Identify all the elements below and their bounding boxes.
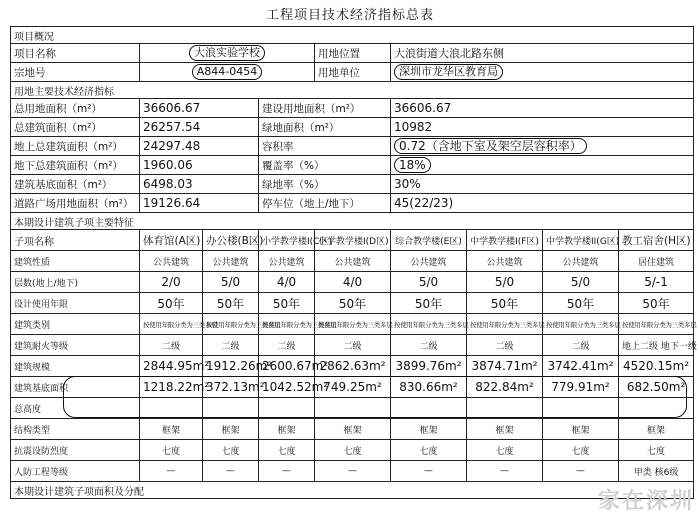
building-scale: 3874.71m² [467, 356, 543, 377]
building-scale: 2844.95m² [140, 356, 203, 377]
building-structure: 框架 [543, 419, 619, 440]
indicator-value: 45(22/23) [391, 194, 694, 213]
building-height [259, 398, 315, 419]
row-label: 建筑耐火等级 [11, 335, 140, 356]
site-location: 大浪街道大浪北路东侧 [391, 44, 694, 63]
indicator-label: 总建筑面积（m²） [11, 118, 140, 137]
building-life: 50年 [315, 293, 391, 314]
building-fire-rating: 二级 [203, 335, 259, 356]
indicator-value: 30% [391, 175, 694, 194]
building-base-area: 1042.52m² [259, 377, 315, 398]
row-label: 建筑性质 [11, 251, 140, 272]
row-label: 抗震设防烈度 [11, 440, 140, 461]
building-floors: 5/0 [391, 272, 467, 293]
building-height [140, 398, 203, 419]
indicator-value: 36606.67 [140, 99, 259, 118]
indicator-value: 0.72（含地下室及架空层容积率） [394, 138, 587, 154]
building-name: 小学教学楼I(D区) [315, 230, 391, 251]
building-name: 办公楼(B区) [203, 230, 259, 251]
building-category: 按使用年限分类为三类多层 [315, 314, 391, 335]
row-label: 人防工程等级 [11, 461, 140, 482]
building-structure: 框架 [140, 419, 203, 440]
building-seismic: 七度 [619, 440, 694, 461]
building-structure: 框架 [315, 419, 391, 440]
building-nature: 公共建筑 [259, 251, 315, 272]
building-base-area: 372.13m² [203, 377, 259, 398]
indicator-label: 地下总建筑面积（m²） [11, 156, 140, 175]
row-label: 层数(地上/地下) [11, 272, 140, 293]
building-nature: 公共建筑 [315, 251, 391, 272]
indicator-table [10, 26, 697, 499]
building-fire-rating: 地上二级 地下一级 [619, 335, 694, 356]
section-indicators: 用地主要技术经济指标 [11, 82, 694, 99]
building-base-area: 830.66m² [391, 377, 467, 398]
indicator-value: 36606.67 [391, 99, 694, 118]
project-name: 大浪实验学校 [189, 45, 265, 61]
row-label: 建筑类别 [11, 314, 140, 335]
building-nature: 公共建筑 [543, 251, 619, 272]
building-category: 按使用年限分类为三类多层 [619, 314, 694, 335]
row-label: 总高度 [11, 398, 140, 419]
indicator-value: 24297.48 [140, 137, 259, 156]
building-floors: 2/0 [140, 272, 203, 293]
building-life: 50年 [619, 293, 694, 314]
row-label: 设计使用年限 [11, 293, 140, 314]
indicator-label: 容积率 [259, 137, 391, 156]
indicator-value: 18% [394, 157, 431, 173]
building-floors: 5/-1 [619, 272, 694, 293]
lot-no-label: 宗地号 [11, 63, 140, 82]
building-category: 按使用年限分类为三类多层 [543, 314, 619, 335]
building-fire-rating: 二级 [467, 335, 543, 356]
building-nature: 公共建筑 [467, 251, 543, 272]
building-structure: 框架 [619, 419, 694, 440]
building-seismic: 七度 [315, 440, 391, 461]
building-structure: 框架 [203, 419, 259, 440]
building-civil-defense: — [543, 461, 619, 482]
indicator-label: 道路广场用地面积（m²） [11, 194, 140, 213]
building-scale: 1912.26m² [203, 356, 259, 377]
building-civil-defense: — [203, 461, 259, 482]
lot-no: A844-0454 [192, 64, 262, 80]
building-seismic: 七度 [259, 440, 315, 461]
building-civil-defense: 甲类 核6级 [619, 461, 694, 482]
indicator-label: 建筑基底面积（m²） [11, 175, 140, 194]
building-fire-rating: 二级 [315, 335, 391, 356]
building-category: 按使用年限分类为三类多层 [203, 314, 259, 335]
building-life: 50年 [391, 293, 467, 314]
indicator-value: 10982 [391, 118, 694, 137]
building-floors: 4/0 [259, 272, 315, 293]
building-height [203, 398, 259, 419]
building-seismic: 七度 [203, 440, 259, 461]
building-name: 教工宿舍(H区) [619, 230, 694, 251]
indicator-label: 绿地率（%） [259, 175, 391, 194]
building-life: 50年 [543, 293, 619, 314]
building-structure: 框架 [467, 419, 543, 440]
building-floors: 5/0 [467, 272, 543, 293]
building-name: 中学教学楼I(F区) [467, 230, 543, 251]
section-buildings: 本期设计建筑子项主要特征 [11, 213, 694, 230]
building-life: 50年 [203, 293, 259, 314]
indicator-label: 停车位（地上/地下） [259, 194, 391, 213]
building-category: 按使用年限分类为三类多层 [467, 314, 543, 335]
section-overview: 项目概况 [11, 27, 694, 44]
row-label: 建筑基底面积 [11, 377, 140, 398]
building-civil-defense: — [467, 461, 543, 482]
building-scale: 2862.63m² [315, 356, 391, 377]
building-civil-defense: — [391, 461, 467, 482]
building-floors: 4/0 [315, 272, 391, 293]
building-seismic: 七度 [467, 440, 543, 461]
building-fire-rating: 二级 [543, 335, 619, 356]
building-nature: 公共建筑 [203, 251, 259, 272]
building-floors: 5/0 [203, 272, 259, 293]
building-name: 体育馆(A区) [140, 230, 203, 251]
building-structure: 框架 [391, 419, 467, 440]
indicator-label: 绿地面积（m²） [259, 118, 391, 137]
building-base-area: 682.50m² [619, 377, 694, 398]
site-location-label: 用地位置 [315, 44, 391, 63]
building-name: 小学教学楼I(C区) [259, 230, 315, 251]
indicator-label: 总用地面积（m²） [11, 99, 140, 118]
building-fire-rating: 二级 [391, 335, 467, 356]
building-height [619, 398, 694, 419]
project-name-label: 项目名称 [11, 44, 140, 63]
building-fire-rating: 二级 [259, 335, 315, 356]
row-label: 结构类型 [11, 419, 140, 440]
indicator-label: 覆盖率（%） [259, 156, 391, 175]
row-label: 子项名称 [11, 230, 140, 251]
building-name: 中学教学楼II(G区) [543, 230, 619, 251]
building-life: 50年 [140, 293, 203, 314]
building-life: 50年 [467, 293, 543, 314]
row-label: 建筑规模 [11, 356, 140, 377]
building-nature: 公共建筑 [391, 251, 467, 272]
building-base-area: 822.84m² [467, 377, 543, 398]
building-scale: 2600.67m² [259, 356, 315, 377]
section-footer: 本期设计建筑子项面积及分配 [11, 482, 694, 499]
page-title: 工程项目技术经济指标总表 [265, 8, 434, 23]
building-fire-rating: 二级 [140, 335, 203, 356]
indicator-label: 建设用地面积（m²） [259, 99, 391, 118]
building-seismic: 七度 [391, 440, 467, 461]
building-category: 按使用年限分类为三类多层 [259, 314, 315, 335]
building-category: 按使用年限分类为三类多层 [140, 314, 203, 335]
building-scale: 3899.76m² [391, 356, 467, 377]
building-height [315, 398, 391, 419]
watermark: 家在深圳 [597, 489, 694, 514]
building-seismic: 七度 [140, 440, 203, 461]
building-scale: 3742.41m² [543, 356, 619, 377]
building-scale: 4520.15m² [619, 356, 694, 377]
indicator-value: 19126.64 [140, 194, 259, 213]
building-civil-defense: — [259, 461, 315, 482]
indicator-value: 26257.54 [140, 118, 259, 137]
site-unit: 深圳市龙华区教育局 [394, 64, 503, 80]
building-base-area: 1218.22m² [140, 377, 203, 398]
indicator-label: 地上总建筑面积（m²） [11, 137, 140, 156]
building-floors: 5/0 [543, 272, 619, 293]
building-civil-defense: — [315, 461, 391, 482]
building-nature: 公共建筑 [140, 251, 203, 272]
building-base-area: 749.25m² [315, 377, 391, 398]
building-life: 50年 [259, 293, 315, 314]
building-height [391, 398, 467, 419]
building-civil-defense: — [140, 461, 203, 482]
indicator-value: 1960.06 [140, 156, 259, 175]
indicator-value: 6498.03 [140, 175, 259, 194]
building-nature: 居住建筑 [619, 251, 694, 272]
building-structure: 框架 [259, 419, 315, 440]
building-base-area: 779.91m² [543, 377, 619, 398]
building-seismic: 七度 [543, 440, 619, 461]
building-height [467, 398, 543, 419]
building-category: 按使用年限分类为三类多层 [391, 314, 467, 335]
building-name: 综合教学楼(E区) [391, 230, 467, 251]
site-unit-label: 用地单位 [315, 63, 391, 82]
building-height [543, 398, 619, 419]
